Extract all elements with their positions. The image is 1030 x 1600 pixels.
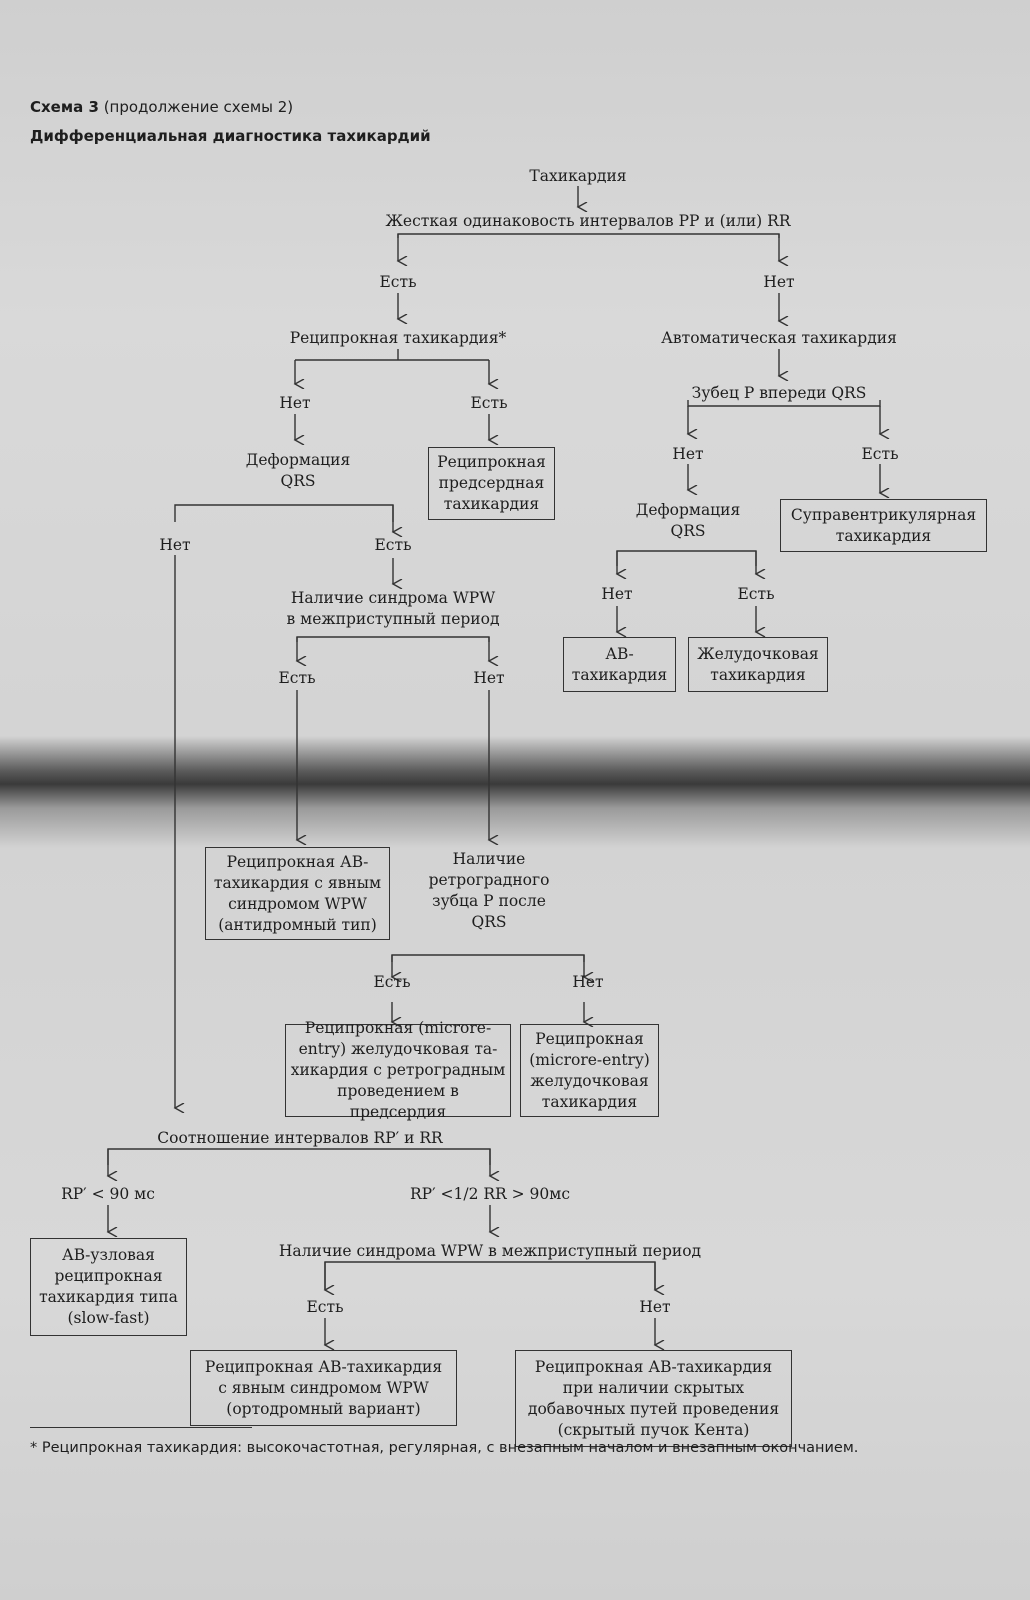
box-hidden-kent: Реципрокная АВ-тахикардия при наличии скрытых добавочных путей проведения (скрытый пучок Кента): [515, 1350, 792, 1447]
node-qrs-deformation-1: Деформация QRS: [245, 451, 351, 490]
box-av-tachycardia: АВ- тахикардия: [563, 637, 676, 692]
box-antidromic: Реципрокная АВ- тахикардия с явным синдромом WPW (антидромный тип): [205, 847, 390, 940]
node-qrs-deformation-2: Деформация QRS: [635, 501, 741, 540]
label-yes-retro: Есть: [373, 973, 411, 991]
label-yes-deform2: Есть: [737, 585, 775, 603]
node-reciprocal-tachycardia: Реципрокная тахикардия*: [289, 329, 507, 347]
label-yes-wpw1: Есть: [278, 669, 316, 687]
label-no-deform2: Нет: [601, 585, 633, 603]
box-microreentry-retrograde: Реципрокная (microre- entry) желудочковая та- хикардия с ретроградным проведением в предсердия: [285, 1024, 511, 1117]
node-wpw-interictal-2: Наличие синдрома WPW в межприступный период: [278, 1242, 702, 1260]
node-wpw-interictal-1: Наличие синдрома WPW в межприступный период: [286, 589, 500, 628]
box-av-nodal-slow-fast: АВ-узловая реципрокная тахикардия типа (slow-fast): [30, 1238, 187, 1336]
box-atrial-reciprocal: Реципрокная предсердная тахикардия: [428, 447, 555, 520]
box-orthodromic: Реципрокная АВ-тахикардия с явным синдромом WPW (ортодромный вариант): [190, 1350, 457, 1426]
node-p-wave-before-qrs: Зубец P впереди QRS: [691, 384, 867, 402]
label-no-rigid: Нет: [763, 273, 795, 291]
label-yes-deform1: Есть: [374, 536, 412, 554]
node-tachycardia: Тахикардия: [529, 167, 627, 185]
label-yes-wpw2: Есть: [306, 1298, 344, 1316]
label-no-pwave: Нет: [672, 445, 704, 463]
label-no-retro: Нет: [572, 973, 604, 991]
footnote: * Реципрокная тахикардия: высокочастотная, регулярная, с внезапным началом и внезапным окончанием.: [30, 1440, 859, 1456]
box-ventricular: Желудочковая тахикардия: [688, 637, 828, 692]
label-no-wpw2: Нет: [639, 1298, 671, 1316]
label-rp-half-rr: RP′ <1/2 RR > 90мс: [409, 1185, 571, 1203]
label-yes-recip: Есть: [470, 394, 508, 412]
box-supraventricular: Суправентрикулярная тахикардия: [780, 499, 987, 552]
node-rigid-intervals: Жесткая одинаковость интервалов PP и (или) RR: [385, 212, 791, 230]
node-rp-rr-ratio: Соотношение интервалов RP′ и RR: [157, 1129, 443, 1147]
box-microreentry-ventricular: Реципрокная (microre-entry) желудочковая тахикардия: [520, 1024, 659, 1117]
label-rp-under-90: RP′ < 90 мс: [61, 1185, 155, 1203]
node-retrograde-p-wave: Наличие ретроградного зубца P после QRS: [428, 850, 550, 931]
scheme-title: Схема 3 (продолжение схемы 2): [30, 98, 294, 116]
footnote-rule: [30, 1427, 252, 1428]
diagram-subtitle: Дифференциальная диагностика тахикардий: [30, 127, 431, 145]
label-no-wpw1: Нет: [473, 669, 505, 687]
label-no-recip: Нет: [279, 394, 311, 412]
label-no-deform1: Нет: [159, 536, 191, 554]
node-automatic-tachycardia: Автоматическая тахикардия: [661, 329, 897, 347]
label-yes-pwave: Есть: [861, 445, 899, 463]
label-yes-rigid: Есть: [379, 273, 417, 291]
